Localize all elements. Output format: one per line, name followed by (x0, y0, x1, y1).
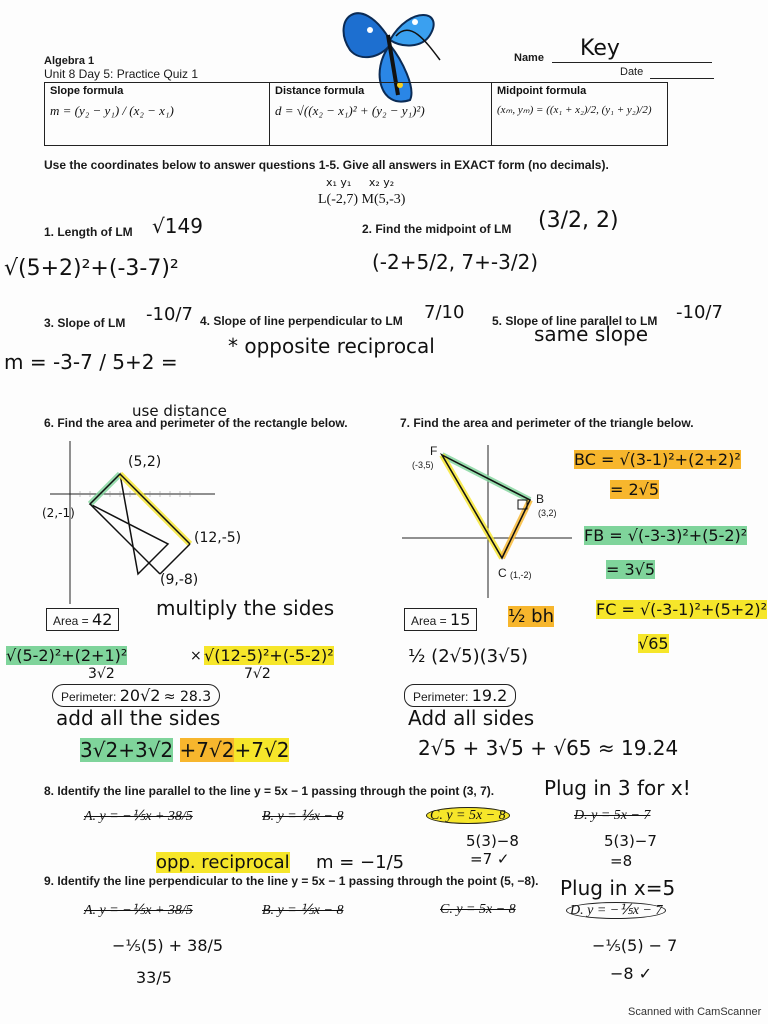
q9-text: 9. Identify the line perpendicular to the line y = 5x − 1 passing through the point (5, −8). (44, 874, 539, 888)
coord-labels: x₁ y₁ x₂ y₂ (326, 176, 395, 189)
q6-area-value: 42 (92, 610, 113, 629)
name-value: Key (580, 36, 620, 61)
q4-text: 4. Slope of line perpendicular to LM (200, 314, 403, 328)
q7-area-note: ½ bh (508, 606, 555, 627)
q7-perimeter-sum: 2√5 + 3√5 + √65 ≈ 19.24 (418, 736, 679, 760)
midpoint-formula-cell (492, 83, 667, 145)
slope-formula-expr: m = (y₂ − y₁) / (x₂ − x₁) (50, 103, 174, 118)
q6-side-val1: 3√2 (88, 666, 115, 682)
q6-perimeter-label: Perimeter: (61, 690, 117, 704)
q7-bc-val: = 2√5 (610, 480, 660, 499)
q6-point-c: (12,-5) (194, 530, 242, 546)
q7-coord-b: (3,2) (538, 508, 557, 518)
slope-formula-cell (45, 83, 270, 145)
distance-formula-title: Distance formula (275, 85, 365, 97)
q4-work: * opposite reciprocal (228, 334, 435, 358)
q1-answer: √149 (152, 214, 203, 238)
q2-text: 2. Find the midpoint of LM (362, 222, 512, 236)
formula-table (44, 82, 668, 146)
distance-formula-cell (270, 83, 492, 145)
q6-perimeter-approx: ≈ 28.3 (163, 689, 212, 705)
q9-work-d2: −8 ✓ (610, 964, 653, 983)
page-title: Unit 8 Day 5: Practice Quiz 1 (44, 67, 199, 81)
q9-work-d1: −⅕(5) − 7 (592, 936, 678, 955)
q7-triangle (442, 455, 530, 558)
q8-text: 8. Identify the line parallel to the line y = 5x − 1 passing through the point (3, 7). (44, 784, 495, 798)
q6-side-work1: √(5-2)²+(2+1)² (6, 646, 128, 665)
q6-perimeter-sum: 3√2+3√2 +7√2+7√2 (80, 738, 290, 762)
q6-perimeter-box (52, 684, 220, 707)
q9-option-c[interactable]: C. y = 5x − 8 (440, 902, 516, 917)
q7-fb-val: = 3√5 (606, 560, 656, 579)
q6-times: × (190, 648, 202, 664)
midpoint-formula-title: Midpoint formula (497, 85, 587, 97)
scanner-watermark: Scanned with CamScanner (628, 1006, 762, 1018)
q7-coord-f: (-3,5) (412, 460, 434, 470)
q8-option-b[interactable]: B. y = ⅕x − 8 (262, 809, 344, 824)
q7-area-work: ½ (2√5)(3√5) (408, 646, 529, 667)
q9-work-a2: 33/5 (136, 968, 172, 987)
q8-work-d2: =8 (610, 852, 633, 870)
q7-fc: FC = √(-3-1)²+(5+2)² (596, 600, 768, 619)
q9-note1: opp. reciprocal (156, 852, 290, 873)
q9-option-d[interactable]: D. y = −⅕x − 7 (566, 902, 666, 919)
coord-points: L(-2,7) M(5,-3) (318, 192, 406, 207)
q6-point-b: (2,-1) (42, 506, 75, 520)
q2-answer: (3/2, 2) (538, 208, 619, 233)
q6-point-a: (5,2) (128, 454, 162, 470)
q8-work-c2: =7 ✓ (470, 850, 510, 868)
q9-note2: m = −1/5 (316, 852, 405, 873)
q3-work: m = -3-7 / 5+2 = (4, 350, 178, 374)
q8-option-c[interactable]: C. y = 5x − 8 (426, 808, 510, 824)
slope-formula-title: Slope formula (50, 85, 124, 97)
q7-fb: FB = √(-3-3)²+(5-2)² (584, 526, 748, 545)
q9-option-b[interactable]: B. y = ⅕x − 8 (262, 903, 344, 918)
q6-text: 6. Find the area and perimeter of the rectangle below. (44, 416, 348, 430)
q8-option-a[interactable]: A. y = −⅕x + 38/5 (84, 809, 193, 824)
name-label: Name (514, 52, 544, 64)
q6-note: use distance (132, 402, 227, 420)
q1-text: 1. Length of LM (44, 225, 133, 239)
q3-answer: -10/7 (146, 304, 193, 325)
q7-area-value: 15 (450, 610, 471, 629)
q8-work-d1: 5(3)−7 (604, 832, 657, 850)
q8-work-c1: 5(3)−8 (466, 832, 519, 850)
distance-formula-expr: d = √((x₂ − x₁)² + (y₂ − y₁)²) (275, 103, 425, 118)
name-line (552, 62, 712, 63)
q7-area-box (404, 608, 477, 631)
q6-perimeter-note: add all the sides (56, 706, 221, 730)
q8-option-d[interactable]: D. y = 5x − 7 (574, 808, 651, 823)
q7-perimeter-box (404, 684, 516, 707)
q7-perimeter-label: Perimeter: (413, 690, 469, 704)
q9-note3: Plug in x=5 (560, 876, 676, 900)
date-label: Date (620, 66, 644, 78)
q5-text: 5. Slope of line parallel to LM (492, 314, 658, 328)
q8-note: Plug in 3 for x! (544, 776, 691, 800)
q6-side-val2: 7√2 (244, 666, 271, 682)
q7-label-c: C (498, 566, 507, 580)
q5-work: same slope (534, 322, 649, 346)
q4-answer: 7/10 (424, 302, 465, 323)
q9-work-a1: −⅕(5) + 38/5 (112, 936, 224, 955)
q1-work: √(5+2)²+(-3-7)² (4, 256, 179, 281)
q6-perimeter-value: 20√2 (119, 686, 161, 705)
q9-option-a[interactable]: A. y = −⅕x + 38/5 (84, 903, 193, 918)
q7-perimeter-note: Add all sides (408, 706, 535, 730)
q7-area-label: Area = (411, 614, 447, 628)
midpoint-formula-expr: (xₘ, yₘ) = ((x₁ + x₂)/2, (y₁ + y₂)/2) (497, 104, 652, 116)
q2-work: (-2+5/2, 7+-3/2) (372, 250, 539, 274)
q7-label-f: F (430, 444, 438, 458)
q3-text: 3. Slope of LM (44, 316, 126, 330)
q6-point-d: (9,-8) (160, 572, 199, 588)
q6-area-box (46, 608, 119, 631)
q6-area-note: multiply the sides (156, 596, 335, 620)
q7-perimeter-value: 19.2 (471, 686, 508, 705)
q6-area-label: Area = (53, 614, 89, 628)
date-line (650, 78, 714, 79)
q6-side-work2: √(12-5)²+(-5-2)² (204, 646, 334, 665)
instructions: Use the coordinates below to answer questions 1-5. Give all answers in EXACT form (no decimals). (44, 158, 609, 172)
q7-text: 7. Find the area and perimeter of the triangle below. (400, 416, 694, 430)
q7-fc-val: √65 (638, 634, 669, 653)
q7-label-b: B (536, 492, 545, 506)
q5-answer: -10/7 (676, 302, 723, 323)
q7-bc: BC = √(3-1)²+(2+2)² (574, 450, 741, 469)
q7-coord-c: (1,-2) (510, 570, 532, 580)
course-label: Algebra 1 (44, 55, 95, 67)
